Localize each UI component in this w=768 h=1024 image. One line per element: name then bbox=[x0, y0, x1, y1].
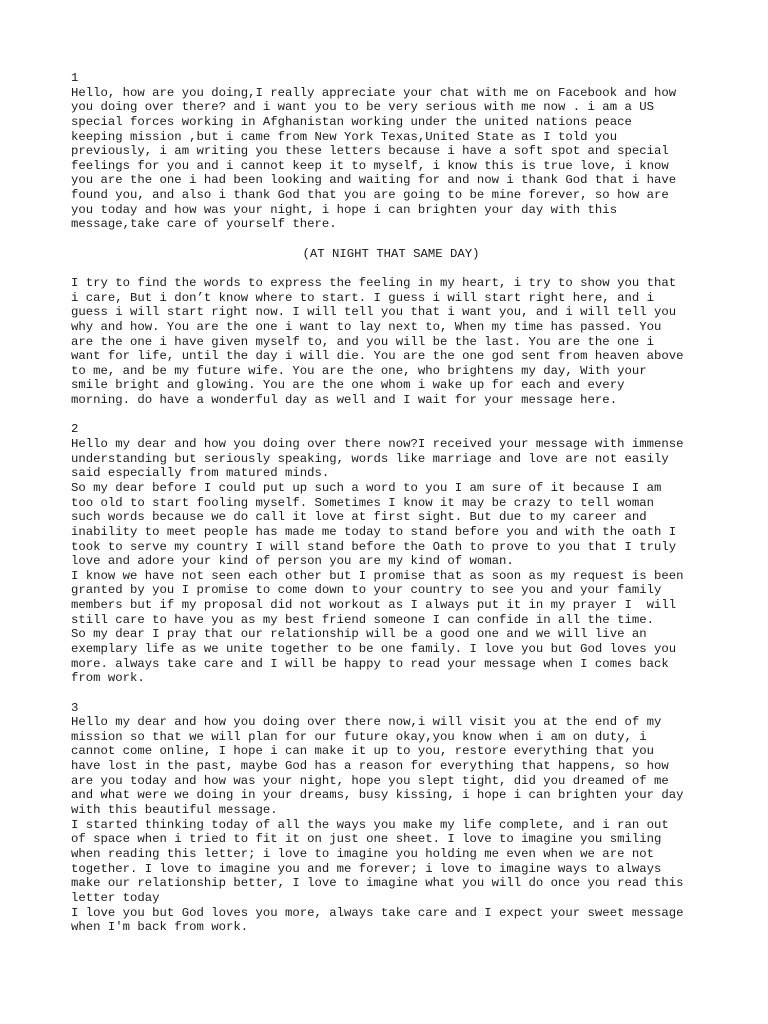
body-line: I started thinking today of all the ways you make my life complete, and i ran out bbox=[71, 817, 669, 832]
body-line: to me, and be my future wife. You are the one, who brightens my day, With your bbox=[71, 363, 647, 378]
body-line: and what were we doing in your dreams, busy kissing, i hope i can brighten your day bbox=[71, 788, 684, 803]
body-line: smile bright and glowing. You are the one whom i wake up for each and every bbox=[71, 378, 625, 393]
body-line: of space when i tried to fit it on just one sheet. I love to imagine you smiling bbox=[71, 832, 662, 847]
body-line: morning. do have a wonderful day as well and I wait for your message here. bbox=[71, 393, 618, 408]
body-line: feelings for you and i cannot keep it to myself, i know this is true love, i know bbox=[71, 158, 669, 173]
body-line: special forces working in Afghanistan working under the united nations peace bbox=[71, 114, 632, 129]
body-line: together. I love to imagine you and me forever; i love to imagine ways to always bbox=[71, 861, 662, 876]
body-line: from work. bbox=[71, 671, 145, 686]
body-line: such words because we do call it love at first sight. But due to my career and bbox=[71, 510, 647, 525]
body-line: members but if my proposal did not workout as I always put it in my prayer I will bbox=[71, 598, 677, 613]
body-line: So my dear before I could put up such a word to you I am sure of it because I am bbox=[71, 480, 662, 495]
body-line: make our relationship better, I love to imagine what you will do once you read this bbox=[71, 876, 684, 891]
body-line: I love you but God loves you more, always take care and I expect your sweet message bbox=[71, 905, 684, 920]
body-line: Hello my dear and how you doing over there now?I received your message with immense bbox=[71, 437, 684, 452]
body-line: I try to find the words to express the feeling in my heart, i try to show you that bbox=[71, 275, 677, 290]
body-line: guess i will start right now. I will tell you that i want you, and i will tell you bbox=[71, 305, 677, 320]
body-line: you today and how was your night, i hope i can brighten your day with this bbox=[71, 202, 618, 217]
body-line: inability to meet people has made me today to stand before you and with the oath I bbox=[71, 524, 677, 539]
letter-number: 3 bbox=[71, 700, 79, 715]
body-line: found you, and also i thank God that you are going to be mine forever, so how are bbox=[71, 188, 669, 203]
body-line: i care, But i don’t know where to start. I guess i will start right here, and i bbox=[71, 290, 654, 305]
body-line: said especially from matured minds. bbox=[71, 466, 330, 481]
body-line: letter today bbox=[71, 890, 160, 905]
body-line: Hello, how are you doing,I really appreciate your chat with me on Facebook and how bbox=[71, 85, 677, 100]
blank-line bbox=[71, 408, 711, 423]
body-line: why and how. You are the one i want to lay next to, When my time has passed. You bbox=[71, 319, 662, 334]
body-line: understanding but seriously speaking, words like marriage and love are not easily bbox=[71, 451, 669, 466]
letter-number: 2 bbox=[71, 422, 79, 437]
body-line: previously, i am writing you these letters because i have a soft spot and special bbox=[71, 144, 669, 159]
document-page bbox=[71, 71, 711, 935]
body-line: keeping mission ,but i came from New York Texas,United State as I told you bbox=[71, 129, 618, 144]
body-line: with this beautiful message. bbox=[71, 803, 278, 818]
body-line: when I'm back from work. bbox=[71, 920, 249, 935]
body-line: want for life, until the day i will die. You are the one god sent from heaven above bbox=[71, 349, 684, 364]
letter-number: 1 bbox=[71, 71, 79, 85]
body-line: have lost in the past, maybe God has a reason for everything that happens, so how bbox=[71, 759, 669, 774]
body-line: too old to start fooling myself. Sometimes I know it may be crazy to tell woman bbox=[71, 495, 654, 510]
body-line: Hello my dear and how you doing over there now,i will visit you at the end of my bbox=[71, 715, 662, 730]
body-line: I know we have not seen each other but I promise that as soon as my request is been bbox=[71, 568, 684, 583]
subheading: (AT NIGHT THAT SAME DAY) bbox=[302, 246, 480, 261]
body-line: took to serve my country I will stand before the Oath to prove to you that I truly bbox=[71, 539, 677, 554]
body-line: message,take care of yourself there. bbox=[71, 217, 337, 232]
body-line: love and adore your kind of person you are my kind of woman. bbox=[71, 554, 514, 569]
body-line: are the one i have given myself to, and you will be the last. You are the one i bbox=[71, 334, 654, 349]
body-line: when reading this letter; i love to imagine you holding me even when we are not bbox=[71, 846, 654, 861]
body-line: you are the one i had been looking and waiting for and now i thank God that i have bbox=[71, 173, 677, 188]
blank-line bbox=[71, 261, 711, 276]
blank-line bbox=[71, 686, 711, 701]
body-line: you doing over there? and i want you to be very serious with me now . i am a US bbox=[71, 100, 654, 115]
body-line: more. always take care and I will be happy to read your message when I comes back bbox=[71, 656, 669, 671]
body-line: cannot come online, I hope i can make it up to you, restore everything that you bbox=[71, 744, 654, 759]
body-line: mission so that we will plan for our future okay,you know when i am on duty, i bbox=[71, 729, 647, 744]
body-line: are you today and how was your night, hope you slept tight, did you dreamed of me bbox=[71, 773, 669, 788]
body-line: still care to have you as my best friend someone I can confide in all the time. bbox=[71, 612, 654, 627]
body-line: So my dear I pray that our relationship will be a good one and we will live an bbox=[71, 627, 647, 642]
blank-line bbox=[71, 232, 711, 247]
body-line: granted by you I promise to come down to your country to see you and your family bbox=[71, 583, 662, 598]
body-line: exemplary life as we unite together to be one family. I love you but God loves you bbox=[71, 641, 677, 656]
